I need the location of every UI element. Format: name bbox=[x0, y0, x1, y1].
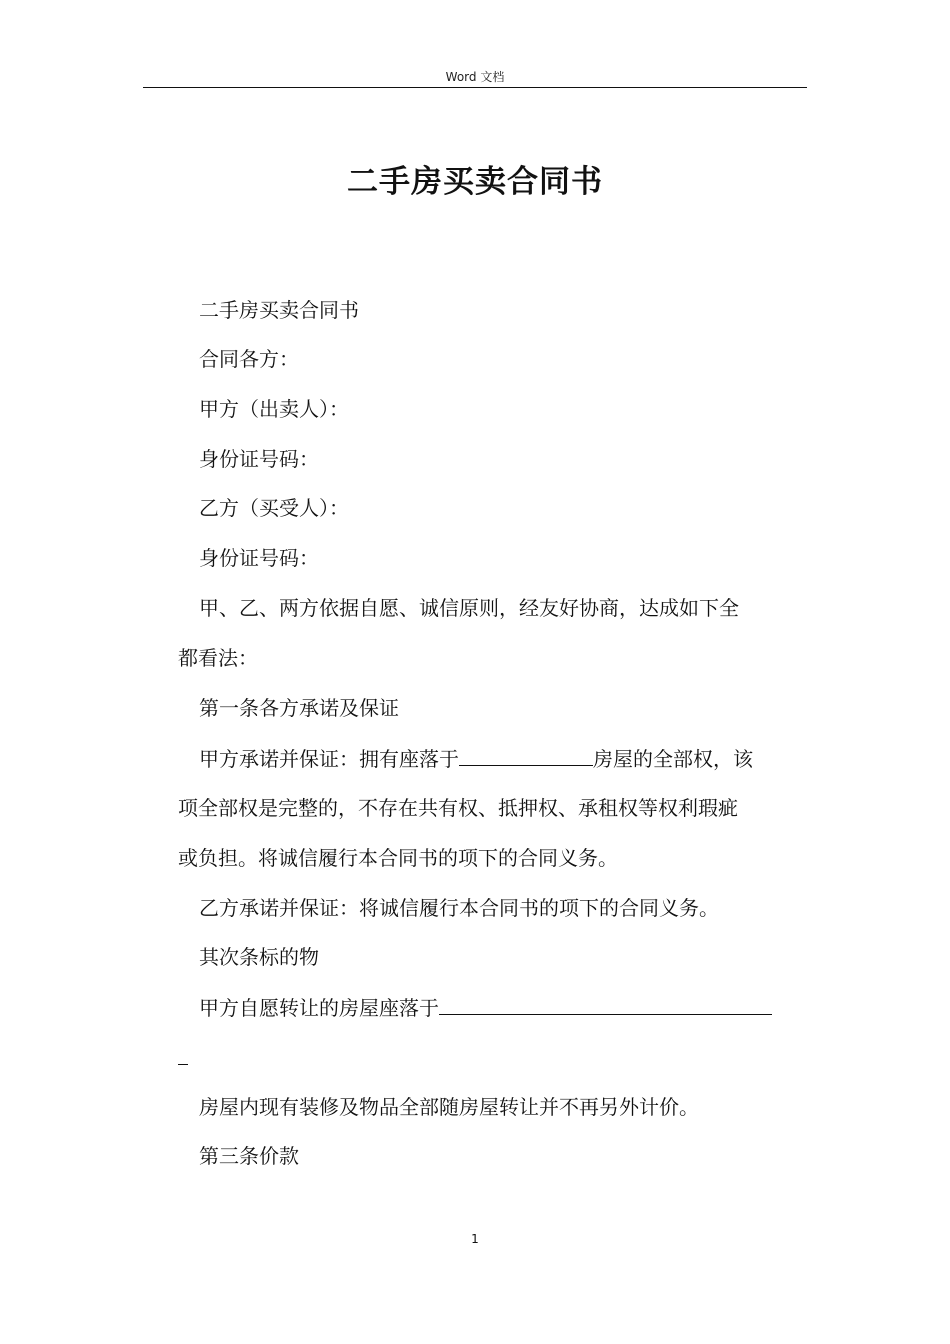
blank-location-field bbox=[459, 745, 593, 766]
paragraph-party-a-id: 身份证号码： bbox=[199, 447, 319, 471]
blank-property-address-field bbox=[439, 994, 772, 1015]
paragraph-heading: 二手房买卖合同书 bbox=[199, 298, 359, 322]
page-number: 1 bbox=[471, 1232, 479, 1246]
paragraph-article-3: 第三条价款 bbox=[199, 1144, 299, 1168]
paragraph-party-a-promise-line1 bbox=[199, 745, 753, 771]
paragraph-property-location bbox=[199, 994, 772, 1020]
paragraph-agreement-line1: 甲、乙、两方依据自愿、诚信原则，经友好协商，达成如下全 bbox=[199, 596, 739, 620]
paragraph-party-b-promise: 乙方承诺并保证：将诚信履行本合同书的项下的合同义务。 bbox=[199, 896, 719, 920]
paragraph-party-b: 乙方（买受人）： bbox=[199, 496, 349, 520]
paragraph-party-a-promise-line3: 或负担。将诚信履行本合同书的项下的合同义务。 bbox=[178, 846, 618, 870]
party-a-promise-suffix: 房屋的全部权，该 bbox=[593, 747, 753, 771]
header-rule bbox=[143, 87, 807, 88]
document-title: 二手房买卖合同书 bbox=[347, 164, 603, 200]
paragraph-article-1: 第一条各方承诺及保证 bbox=[199, 696, 399, 720]
paragraph-article-2: 其次条标的物 bbox=[199, 945, 319, 969]
paragraph-party-a-promise-line2: 项全部权是完整的，不存在共有权、抵押权、承租权等权利瑕疵 bbox=[178, 796, 738, 820]
blank-address-continuation bbox=[178, 1044, 188, 1065]
paragraph-party-a: 甲方（出卖人）： bbox=[199, 397, 349, 421]
paragraph-fixtures: 房屋内现有装修及物品全部随房屋转让并不再另外计价。 bbox=[199, 1095, 699, 1119]
page-header: Word 文档 bbox=[445, 70, 505, 84]
paragraph-party-b-id: 身份证号码： bbox=[199, 546, 319, 570]
party-a-promise-prefix: 甲方承诺并保证：拥有座落于 bbox=[199, 747, 459, 771]
property-location-prefix: 甲方自愿转让的房屋座落于 bbox=[199, 996, 439, 1020]
paragraph-parties: 合同各方： bbox=[199, 347, 299, 371]
paragraph-agreement-line2: 都看法： bbox=[178, 646, 258, 670]
property-address-continuation bbox=[178, 1044, 188, 1070]
